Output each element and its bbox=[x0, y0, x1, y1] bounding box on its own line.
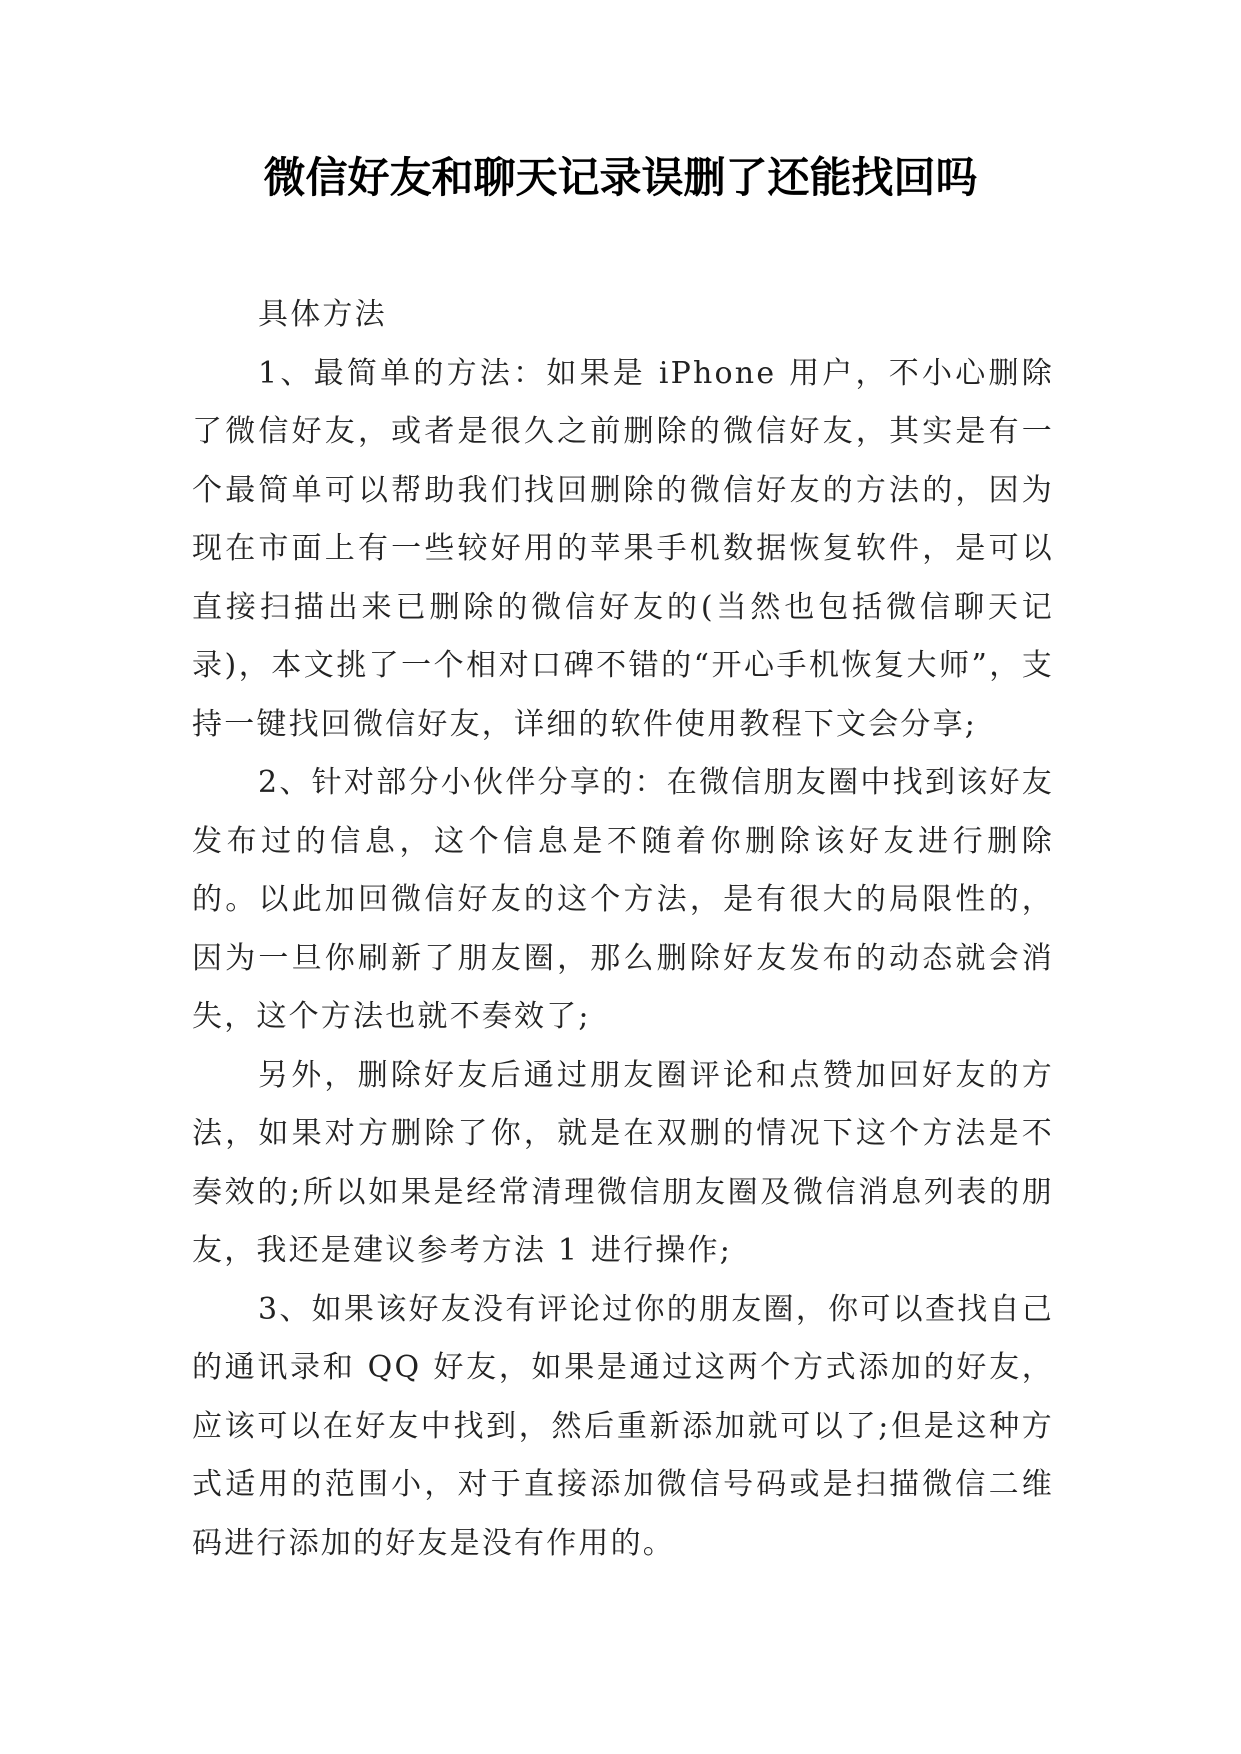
paragraph-method-2: 2、针对部分小伙伴分享的：在微信朋友圈中找到该好友发布过的信息，这个信息是不随着你删除该好友进行删除的。以此加回微信好友的这个方法，是有很大的局限性的，因为一旦你刷新了朋友圈，那么删除好友发布的动态就会消失，这个方法也就不奏效了; bbox=[192, 765, 1054, 1034]
paragraph-method-1: 1、最简单的方法：如果是 iPhone 用户，不小心删除了微信好友，或者是很久之前删除的微信好友，其实是有一个最简单可以帮助我们找回删除的微信好友的方法的，因为现在市面上有一些较好用的苹果手机数据恢复软件，是可以直接扫描出来已删除的微信好友的(当然也包括微信聊天记录)，本文挑了一个相对口碑不错的“开心手机恢复大师”，支持一键找回微信好友，详细的软件使用教程下文会分享; bbox=[192, 355, 1054, 742]
paragraph-method-3: 3、如果该好友没有评论过你的朋友圈，你可以查找自己的通讯录和 QQ 好友，如果是通过这两个方式添加的好友，应该可以在好友中找到，然后重新添加就可以了;但是这种方式适用的范围小，对于直接添加微信号码或是扫描微信二维码进行添加的好友是没有作用的。 bbox=[192, 1291, 1054, 1561]
paragraph-additional-note: 另外，删除好友后通过朋友圈评论和点赞加回好友的方法，如果对方删除了你，就是在双删的情况下这个方法是不奏效的;所以如果是经常清理微信朋友圈及微信消息列表的朋友，我还是建议参考方法 1 进行操作; bbox=[192, 1057, 1054, 1268]
document-body bbox=[192, 286, 1054, 1573]
document-title: 微信好友和聊天记录误删了还能找回吗 bbox=[263, 153, 978, 202]
paragraph-method-heading: 具体方法 bbox=[258, 297, 387, 332]
